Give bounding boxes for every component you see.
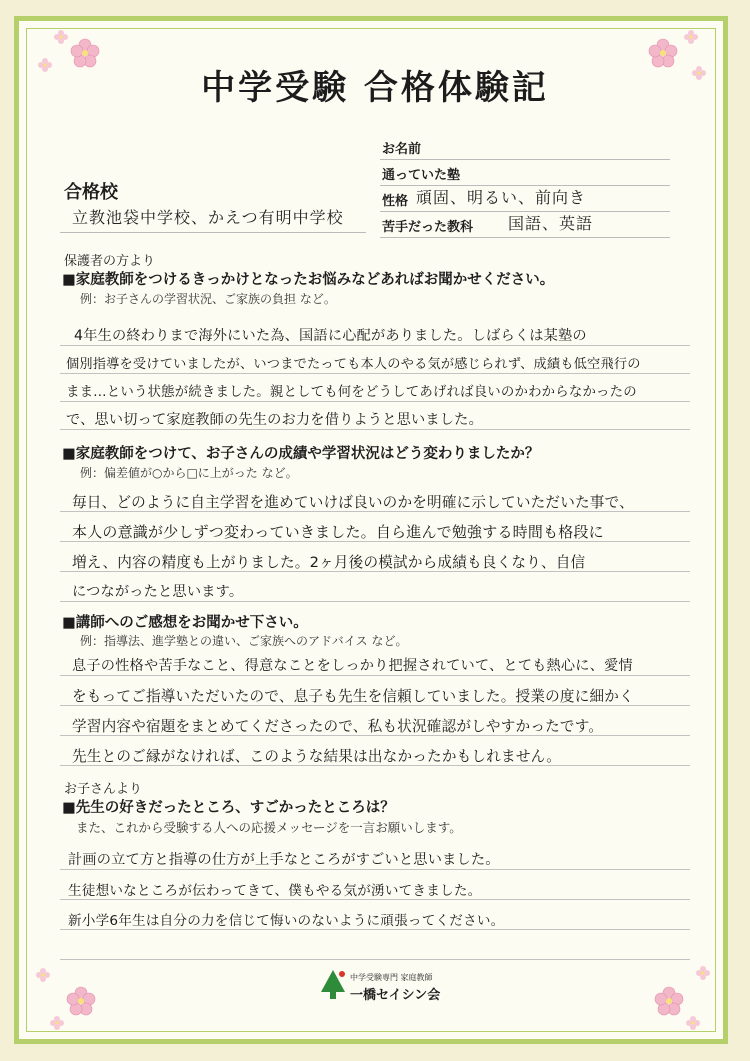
answer-3-line-1: 息子の性格や苦手なこと、得意なことをしっかり把握されていて、とても熱心に、愛情 xyxy=(72,658,633,674)
answer-2-line-2: 本人の意識が少しずつ変わっていきました。自ら進んで勉強する時間も格段に xyxy=(72,523,604,541)
school-value: 立教池袋中学校、かえつ有明中学校 xyxy=(72,208,344,227)
child-answer-line-1: 計画の立て方と指導の仕方が上手なところがすごいと思いました。 xyxy=(68,852,500,868)
flower-icon xyxy=(654,986,684,1016)
child-answer-line-3: 新小学6年生は自分の力を信じて悔いのないように頑張ってください。 xyxy=(68,913,505,929)
logo-name: 一橋セイシン会 xyxy=(350,988,441,1003)
example-3: 例：指導法、進学塾との違い、ご家族へのアドバイス など。 xyxy=(80,634,408,648)
answer-1-line-2: 個別指導を受けていましたが、いつまでたっても本人のやる気が感じられず、成績も低空飛行の xyxy=(66,357,641,372)
school-underline xyxy=(60,232,366,233)
answer-3-line-4: 先生とのご縁がなければ、このような結果は出なかったかもしれません。 xyxy=(72,748,562,765)
answer-1-line-3: まま…という状態が続きました。親としても何をどうしてあげれば良いのかわからなかったの xyxy=(66,385,637,400)
flower-icon xyxy=(66,986,96,1016)
answer-3-line-2: をもってご指導いただいたので、息子も先生を信頼していました。授業の度に細かく xyxy=(72,688,634,705)
personality-value: 頑固、明るい、前向き xyxy=(416,188,587,207)
name-row xyxy=(380,134,670,160)
flower-icon xyxy=(686,1016,700,1030)
personality-row xyxy=(380,186,670,212)
answer-3-line-3: 学習内容や宿題をまとめてくださったので、私も状況確認がしやすかったです。 xyxy=(72,718,604,735)
logo-tagline: 中学受験専門 家庭教師 xyxy=(350,973,433,982)
child-question: ■先生の好きだったところ、すごかったところは？ xyxy=(62,799,395,816)
flower-icon xyxy=(36,968,50,982)
page-title: 中学受験 合格体験記 xyxy=(201,68,549,108)
weak-subject-label: 苦手だった教科 xyxy=(382,220,474,235)
answer-1-line-4: で、思い切って家庭教師の先生のお力を借りようと思いました。 xyxy=(66,412,483,428)
question-3: ■講師へのご感想をお聞かせ下さい。 xyxy=(62,614,308,631)
flower-icon xyxy=(696,966,710,980)
question-2: ■家庭教師をつけて、お子さんの成績や学習状況はどう変わりましたか？ xyxy=(62,445,540,462)
flower-icon xyxy=(50,1016,64,1030)
example-1: 例：お子さんの学習状況、ご家族の負担 など。 xyxy=(80,292,336,306)
child-section-label: お子さんより xyxy=(64,782,143,797)
school-label: 合格校 xyxy=(64,182,118,203)
weak-subject-row xyxy=(380,212,670,238)
cram-row xyxy=(380,160,670,186)
flower-icon xyxy=(684,30,698,44)
example-2: 例：偏差値が○から□に上がった など。 xyxy=(80,466,298,480)
company-logo xyxy=(318,968,458,1008)
weak-subject-value: 国語、英語 xyxy=(508,214,594,233)
cram-label: 通っていた塾 xyxy=(382,168,461,183)
personality-label: 性格 xyxy=(382,194,409,209)
answer-2-line-3: 増え、内容の精度も上がりました。2ヶ月後の模試から成績も良くなり、自信 xyxy=(72,554,586,571)
child-example: また、これから受験する人への応援メッセージを一言お願いします。 xyxy=(76,820,462,835)
name-label: お名前 xyxy=(382,142,422,157)
answer-2-line-1: 毎日、どのように自主学習を進めていけば良いのかを明確に示していただいた事で、 xyxy=(72,494,634,511)
tree-logo-icon xyxy=(318,968,348,1000)
child-answer-line-2: 生徒想いなところが伝わってきて、僕もやる気が湧いてきました。 xyxy=(68,883,482,899)
answer-1-line-1: 4年生の終わりまで海外にいた為、国語に心配がありました。しばらくは某塾の xyxy=(74,328,587,344)
question-1: ■家庭教師をつけるきっかけとなったお悩みなどあればお聞かせください。 xyxy=(62,271,555,288)
answer-line xyxy=(60,932,690,960)
answer-2-line-4: につながったと思います。 xyxy=(72,584,244,600)
flower-icon xyxy=(54,30,68,44)
guardian-section-label: 保護者の方より xyxy=(64,254,156,269)
